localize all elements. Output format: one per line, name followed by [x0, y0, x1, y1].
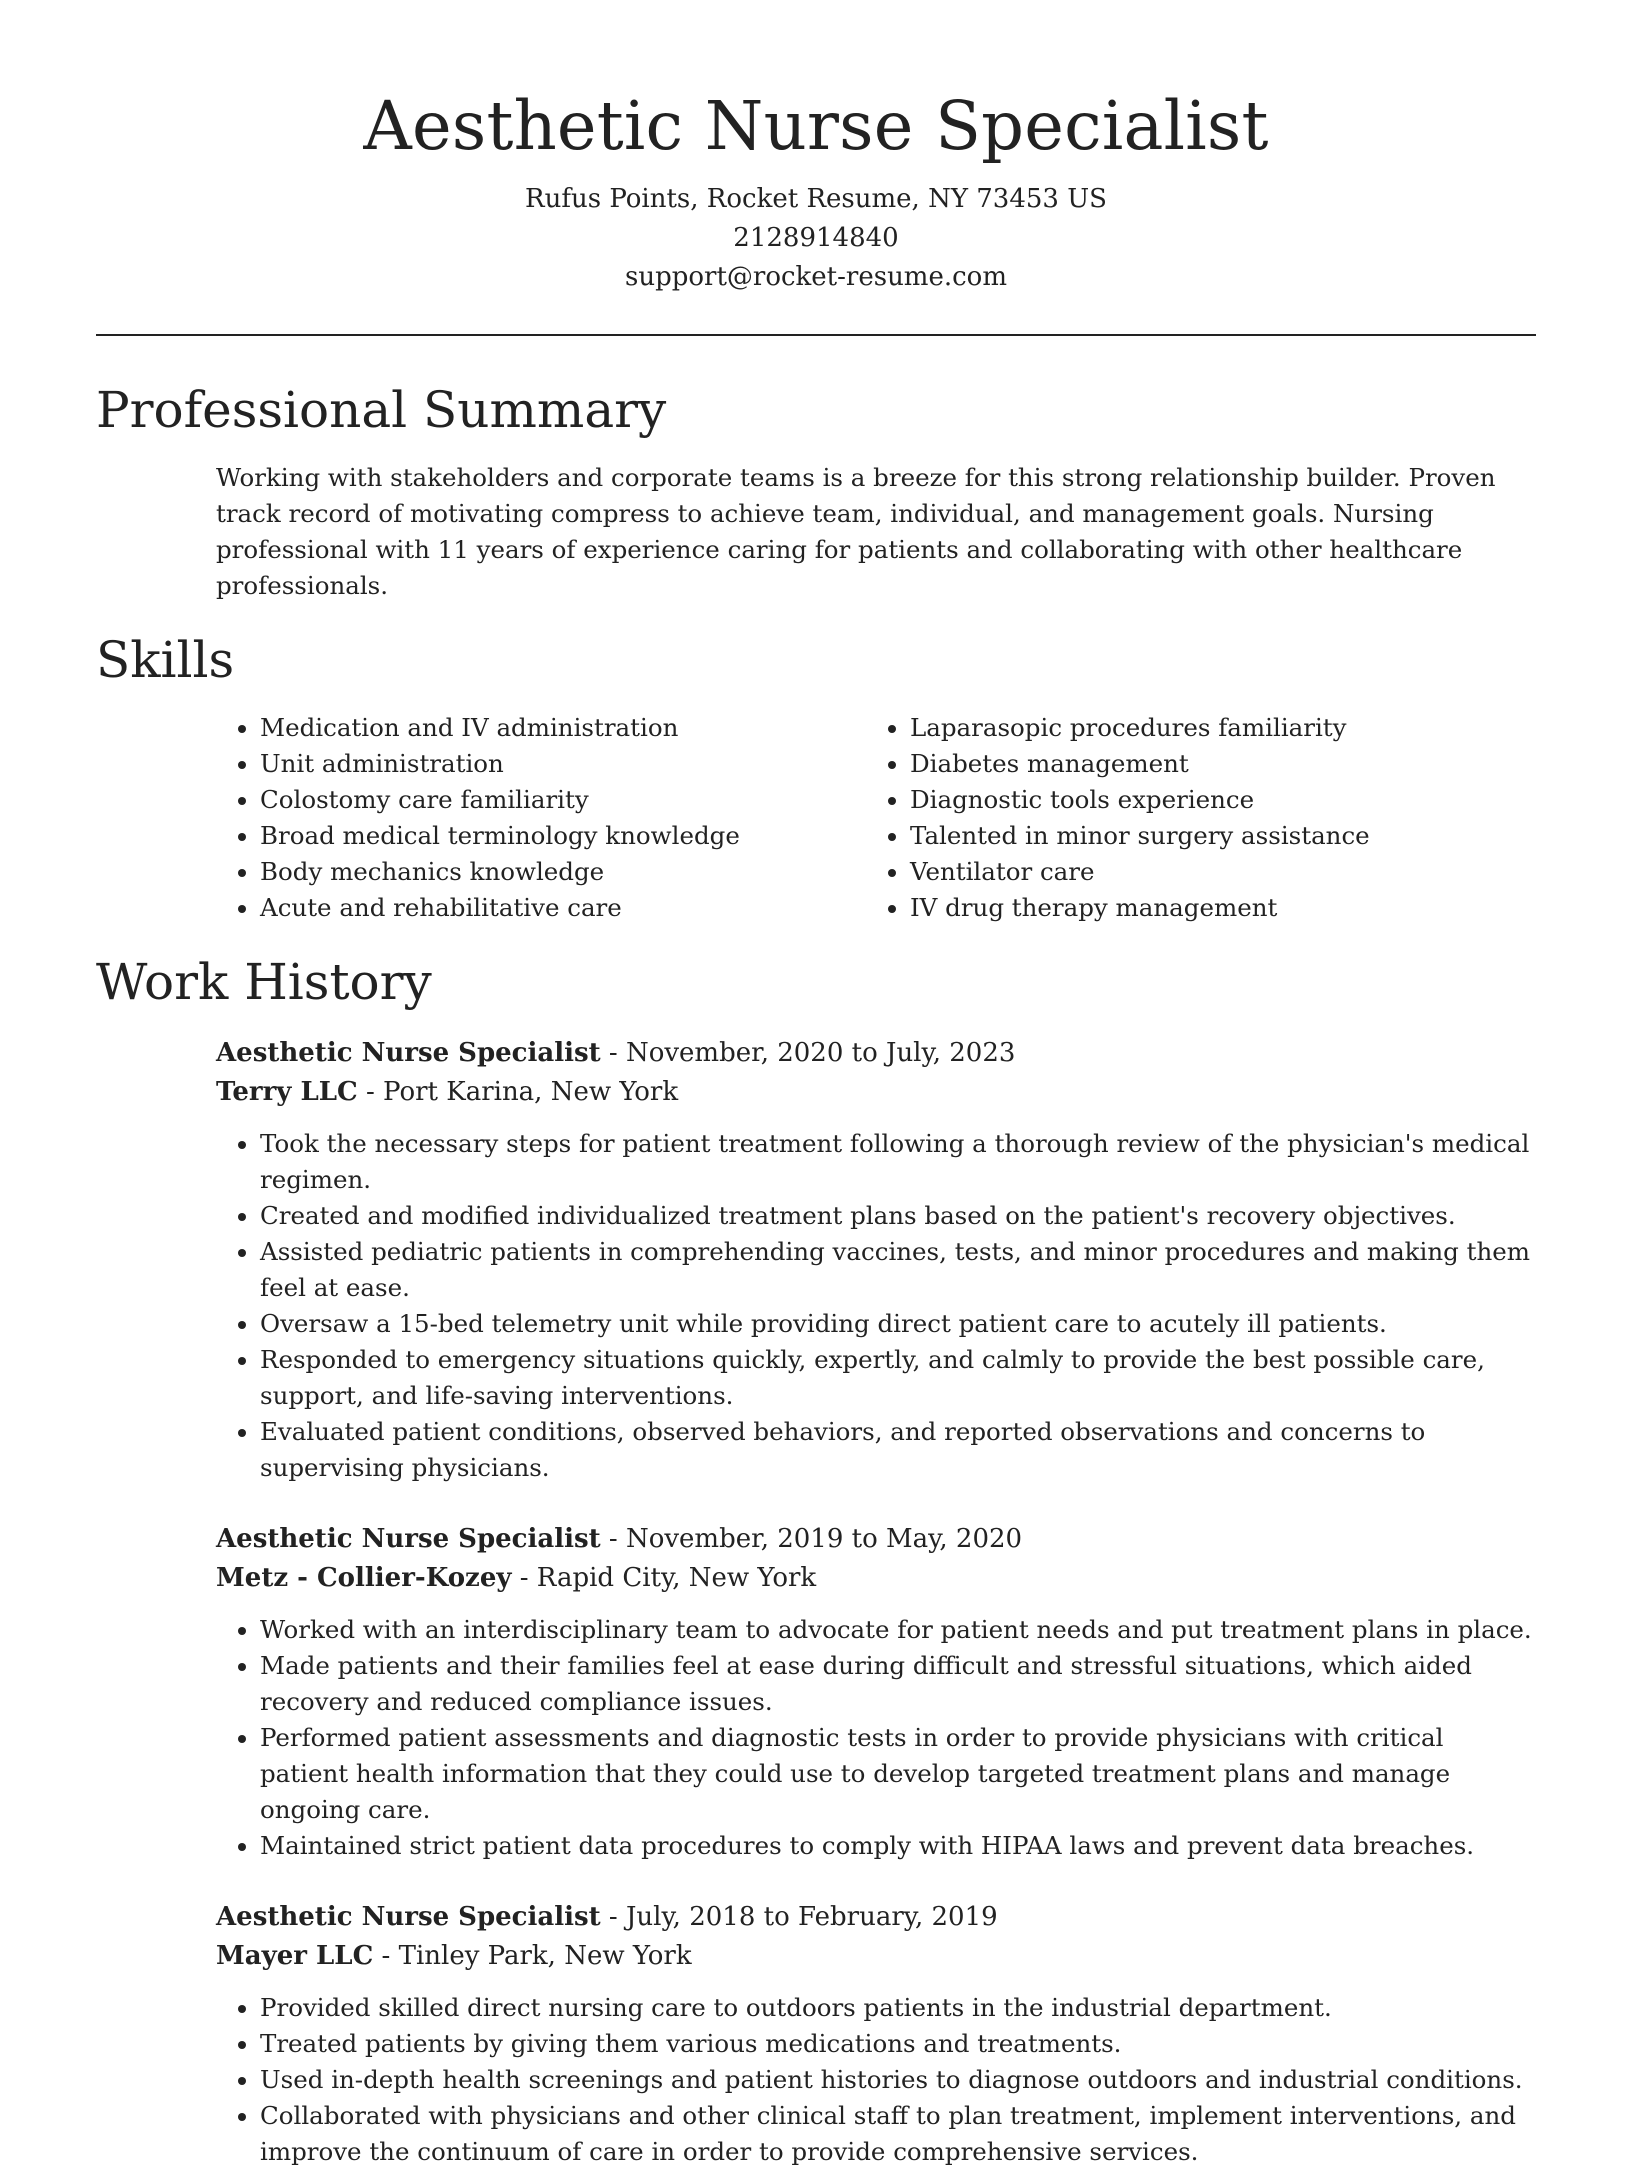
skill-item: • Diagnostic tools experience	[910, 782, 1510, 818]
contact-phone: 2128914840	[733, 223, 899, 253]
job-entry	[216, 1898, 1536, 2170]
job-dates: - November, 2019 to May, 2020	[600, 1524, 1023, 1554]
job-dates: - July, 2018 to February, 2019	[600, 1902, 998, 1932]
job-bullet: • Maintained strict patient data procedures to comply with HIPAA laws and prevent data breaches.	[260, 1828, 1536, 1864]
job-bullet: • Used in-depth health screenings and patient histories to diagnose outdoors and industrial conditions.	[260, 2062, 1536, 2098]
skills-list-left	[96, 710, 746, 926]
job-title-line	[216, 1898, 1536, 1937]
job-location: - Tinley Park, New York	[373, 1941, 692, 1971]
job-bullet: • Made patients and their families feel at ease during difficult and stressful situations, which aided recovery and reduced compliance issues.	[260, 1648, 1536, 1720]
skill-item: • Acute and rehabilitative care	[260, 890, 746, 926]
skill-item: • Medication and IV administration	[260, 710, 746, 746]
job-bullets	[216, 1990, 1536, 2170]
contact-address: Rufus Points, Rocket Resume, NY 73453 US	[525, 184, 1107, 214]
skill-item: • IV drug therapy management	[910, 890, 1510, 926]
candidate-name: Aesthetic Nurse Specialist	[363, 87, 1269, 165]
job-company: Mayer LLC	[216, 1941, 374, 1971]
job-bullet: • Collaborated with physicians and other clinical staff to plan treatment, implement interventions, and improve the continuum of care in order to provide comprehensive services.	[260, 2098, 1536, 2170]
job-bullet: • Worked with an interdisciplinary team to advocate for patient needs and put treatment plans in place.	[260, 1612, 1536, 1648]
job-company: Terry LLC	[216, 1077, 358, 1107]
job-bullets	[216, 1126, 1536, 1486]
job-location: - Port Karina, New York	[357, 1077, 679, 1107]
job-bullet: • Took the necessary steps for patient treatment following a thorough review of the physician's medical regimen.	[260, 1126, 1536, 1198]
header-divider	[96, 334, 1536, 336]
job-title-line	[216, 1520, 1536, 1559]
job-company: Metz - Collier-Kozey	[216, 1563, 512, 1593]
contact-email: support@rocket-resume.com	[624, 262, 1007, 292]
job-company-line	[216, 1073, 1536, 1112]
job-role: Aesthetic Nurse Specialist	[216, 1524, 601, 1554]
skill-item: • Diabetes management	[910, 746, 1510, 782]
skills-grid	[96, 710, 1536, 926]
skill-item: • Unit administration	[260, 746, 746, 782]
skill-item: • Ventilator care	[910, 854, 1510, 890]
job-bullet: • Treated patients by giving them various medications and treatments.	[260, 2026, 1536, 2062]
job-role: Aesthetic Nurse Specialist	[216, 1038, 601, 1068]
job-role: Aesthetic Nurse Specialist	[216, 1902, 601, 1932]
job-bullet: • Oversaw a 15-bed telemetry unit while providing direct patient care to acutely ill patients.	[260, 1306, 1536, 1342]
resume-header	[96, 0, 1536, 297]
skill-item: • Talented in minor surgery assistance	[910, 818, 1510, 854]
summary-heading: Professional Summary	[96, 381, 667, 439]
job-dates: - November, 2020 to July, 2023	[600, 1038, 1016, 1068]
skill-item: • Broad medical terminology knowledge	[260, 818, 746, 854]
job-location: - Rapid City, New York	[511, 1563, 817, 1593]
skills-heading: Skills	[96, 631, 235, 689]
job-bullet: • Provided skilled direct nursing care to outdoors patients in the industrial department.	[260, 1990, 1536, 2026]
job-company-line	[216, 1559, 1536, 1598]
job-bullet: • Performed patient assessments and diagnostic tests in order to provide physicians with critical patient health information that they could use to develop targeted treatment plans and manage ongoing care.	[260, 1720, 1536, 1828]
job-bullets	[216, 1612, 1536, 1864]
summary-text: Working with stakeholders and corporate teams is a breeze for this strong relationship builder. Proven track record of motivating compress to achieve team, individual, and management goals. Nursing professional with 11 years of experience caring for patients and collaborating with other healthcare professionals.	[216, 463, 1496, 600]
skills-list-right	[746, 710, 1510, 926]
job-bullet: • Evaluated patient conditions, observed behaviors, and reported observations and concerns to supervising physicians.	[260, 1414, 1536, 1486]
skill-item: • Body mechanics knowledge	[260, 854, 746, 890]
skill-item: • Laparasopic procedures familiarity	[910, 710, 1510, 746]
job-title-line	[216, 1034, 1536, 1073]
job-company-line	[216, 1937, 1536, 1976]
job-entry	[216, 1520, 1536, 1864]
job-bullet: • Responded to emergency situations quickly, expertly, and calmly to provide the best possible care, support, and life-saving interventions.	[260, 1342, 1536, 1414]
job-bullet: • Assisted pediatric patients in comprehending vaccines, tests, and minor procedures and making them feel at ease.	[260, 1234, 1536, 1306]
contact-block	[96, 180, 1536, 297]
resume-page	[96, 0, 1536, 2170]
work-history-heading: Work History	[96, 953, 432, 1011]
job-entry	[216, 1034, 1536, 1486]
skill-item: • Colostomy care familiarity	[260, 782, 746, 818]
job-bullet: • Created and modified individualized treatment plans based on the patient's recovery objectives.	[260, 1198, 1536, 1234]
